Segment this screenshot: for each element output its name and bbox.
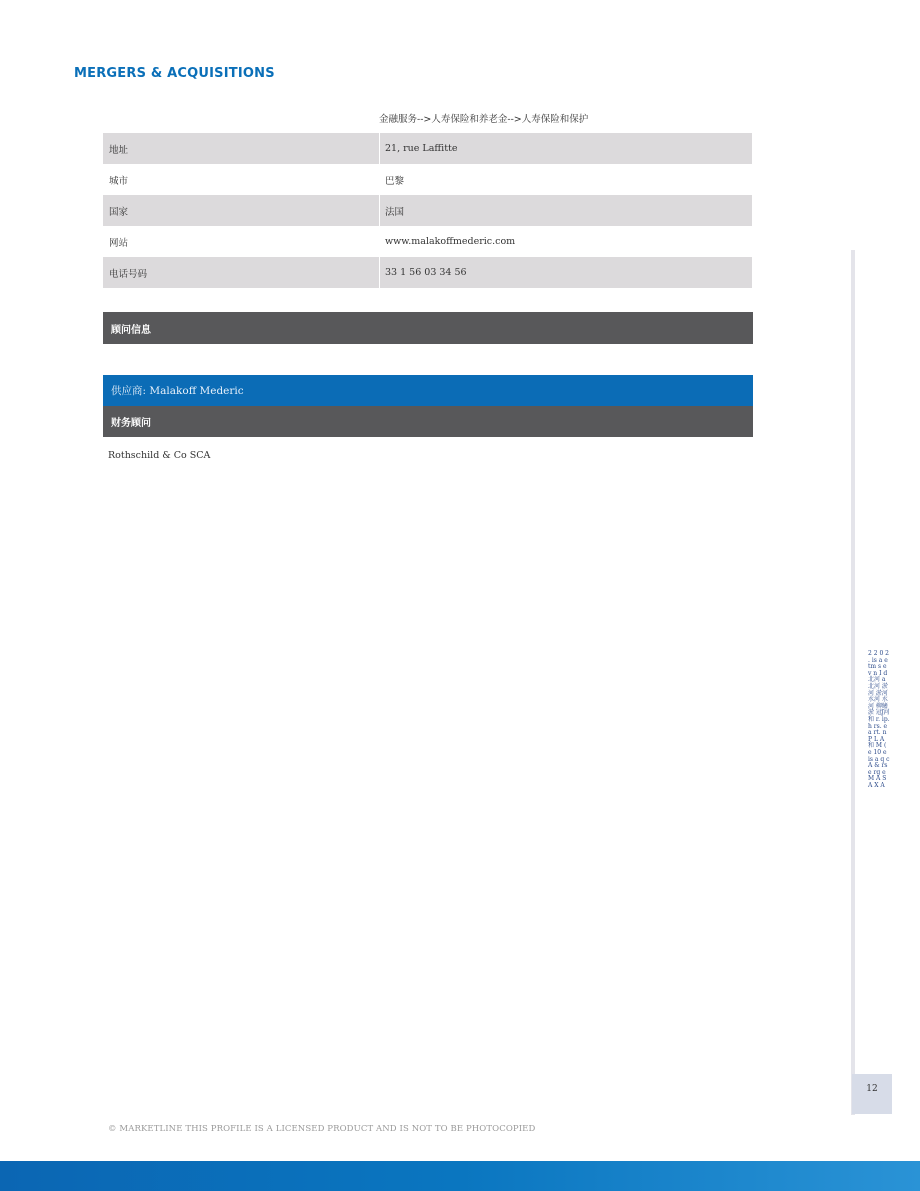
row-value-country: 法国 bbox=[385, 206, 405, 218]
footer-band bbox=[0, 1161, 920, 1191]
row-value-address: 21, rue Laffitte bbox=[385, 143, 458, 154]
row-value-website[interactable]: www.malakoffmederic.com bbox=[385, 236, 516, 247]
sidebar-vertical-text: 2 2 0 2 . is a e tm s e v n I d 北河 a 北河 淤河 淤河 水河 水河 柳鳍淤 冠ʃ河 和 r. ip. h rs. e a rt. n P L A 和 M ( e 10 e is a q c A & rs e rg e M A S A X A bbox=[868, 650, 890, 789]
side-divider bbox=[851, 250, 855, 1115]
industry-classification: 金融服务-->人寿保险和养老金-->人寿保险和保护 bbox=[379, 114, 589, 125]
section-title: MERGERS & ACQUISITIONS bbox=[74, 66, 275, 81]
table-row bbox=[103, 195, 752, 226]
table-row bbox=[103, 226, 752, 257]
company-info-table bbox=[103, 133, 752, 288]
row-label-address: 地址 bbox=[103, 133, 380, 164]
advisor-info-header: 顾问信息 bbox=[103, 312, 753, 344]
financial-advisor-name: Rothschild & Co SCA bbox=[108, 450, 211, 461]
row-value-phone: 33 1 56 03 34 56 bbox=[385, 267, 467, 278]
table-row bbox=[103, 133, 752, 164]
row-label-city: 城市 bbox=[103, 164, 380, 195]
page-number: 12 bbox=[852, 1074, 892, 1114]
vendor-header: 供应商: Malakoff Mederic bbox=[103, 375, 753, 406]
footer-copyright: © MARKETLINE THIS PROFILE IS A LICENSED PRODUCT AND IS NOT TO BE PHOTOCOPIED bbox=[108, 1124, 536, 1134]
row-label-phone: 电话号码 bbox=[103, 257, 380, 288]
row-label-website: 网站 bbox=[103, 226, 380, 257]
table-row bbox=[103, 257, 752, 288]
financial-advisor-header: 财务顾问 bbox=[103, 406, 753, 437]
table-row bbox=[103, 164, 752, 195]
row-label-country: 国家 bbox=[103, 195, 380, 226]
row-value-city: 巴黎 bbox=[385, 175, 405, 187]
